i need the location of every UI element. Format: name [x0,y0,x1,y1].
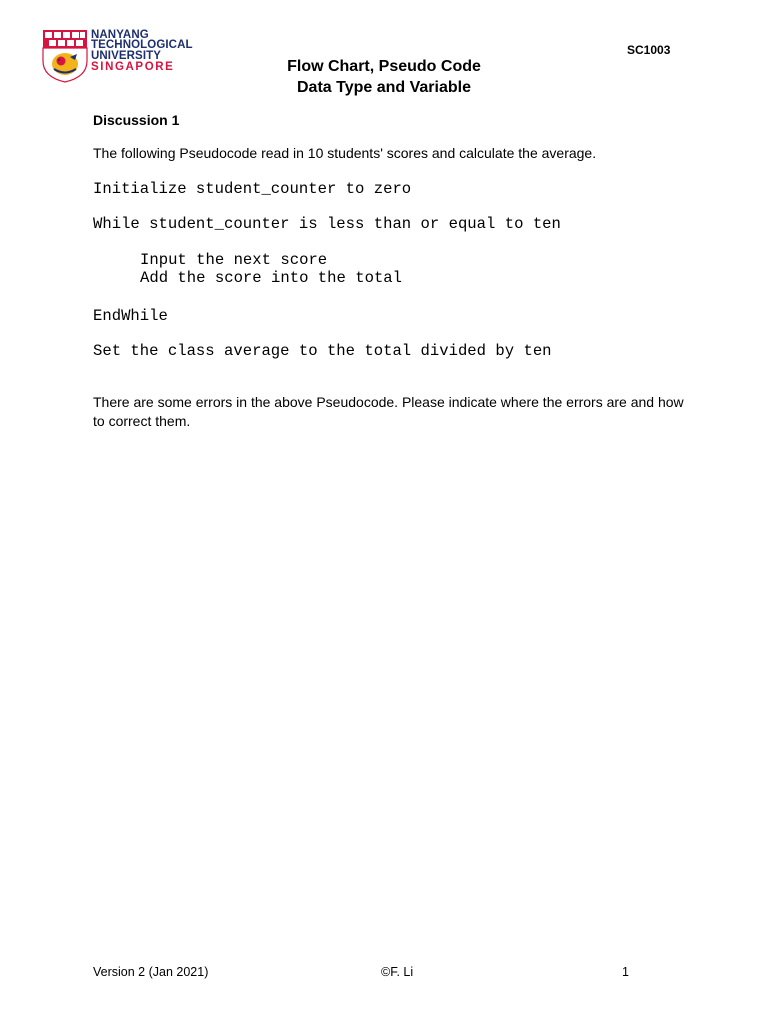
code-line: EndWhile [93,307,168,325]
question-paragraph: There are some errors in the above Pseudocode. Please indicate where the errors are and how to correct them. [93,394,684,429]
footer-copyright: ©F. Li [381,965,414,979]
code-line: Initialize student_counter to zero [93,180,412,198]
discussion-heading: Discussion 1 [93,112,180,128]
footer-page-number: 1 [622,965,629,979]
code-line: Set the class average to the total divided by ten [93,342,552,360]
logo-line-university: UNIVERSITY [91,49,162,62]
intro-paragraph: The following Pseudocode read in 10 students' scores and calculate the average. [93,145,597,161]
logo-line-singapore: SINGAPORE [91,61,175,74]
code-line: While student_counter is less than or equal to ten [93,215,561,233]
code-line: Add the score into the total [140,269,403,287]
logo-line-technological: TECHNOLOGICAL [91,39,193,52]
footer-version: Version 2 (Jan 2021) [93,965,209,979]
course-code: SC1003 [627,43,671,57]
code-line: Input the next score [140,251,328,269]
page-title-line-2: Data Type and Variable [297,79,471,96]
page-title-line-1: Flow Chart, Pseudo Code [287,58,481,75]
logo-line-nanyang: NANYANG [91,29,149,41]
